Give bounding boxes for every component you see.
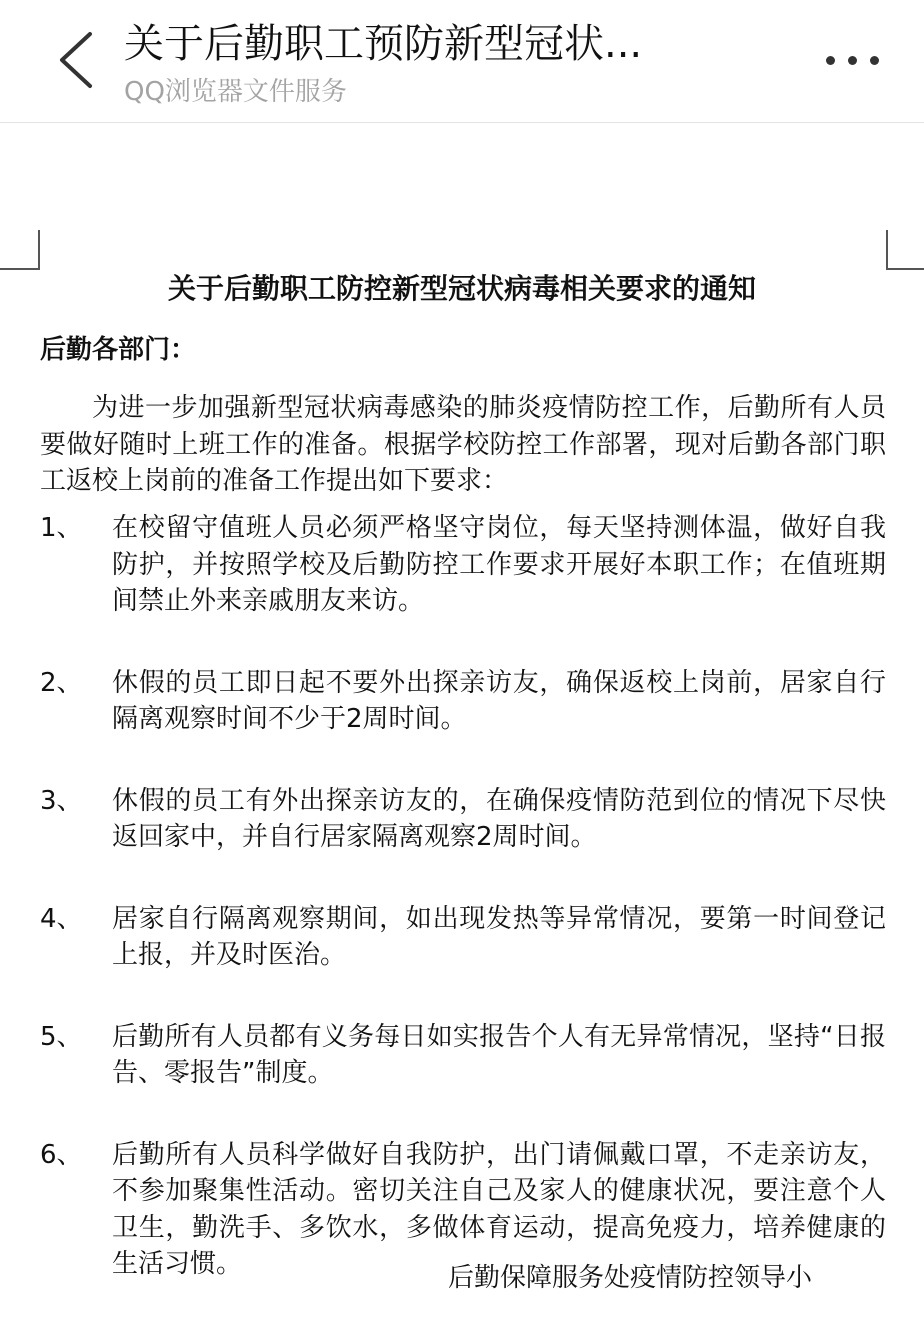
requirement-text: 后勤所有人员科学做好自我防护，出门请佩戴口罩，不走亲访友，不参加聚集性活动。密切关注自己及家人的健康状况，要注意个人卫生，勤洗手、多饮水，多做体育运动，提高免疫力，培养健康的生活习惯。 [112,1139,886,1279]
page-corner-mark-left [0,230,40,270]
requirement-item [40,510,886,620]
back-button[interactable] [48,24,104,96]
document-signature: 后勤保障服务处疫情防控领导小 [448,1263,813,1293]
requirement-number: 5、 [40,1021,83,1052]
requirements-list [40,510,886,1328]
document-salutation: 后勤各部门： [40,335,197,365]
requirement-number: 1、 [40,513,83,543]
requirement-item [40,665,886,738]
more-button[interactable] [818,42,888,78]
page-corner-mark-right [886,230,924,270]
requirement-text: 休假的员工有外出探亲访友的，在确保疫情防范到位的情况下尽快返回家中，并自行居家隔离观察2周时间。 [112,785,886,852]
requirement-text: 在校留守值班人员必须严格坚守岗位，每天坚持测体温，做好自我防护，并按照学校及后勤防控工作要求开展好本职工作；在值班期间禁止外来亲戚朋友来访。 [112,513,886,616]
document-intro: 为进一步加强新型冠状病毒感染的肺炎疫情防控工作，后勤所有人员要做好随时上班工作的准备。根据学校防控工作部署，现对后勤各部门职工返校上岗前的准备工作提出如下要求： [40,393,886,496]
requirement-number: 3、 [40,785,83,816]
requirement-number: 2、 [40,667,83,698]
requirement-number: 6、 [40,1139,83,1170]
chevron-left-icon [48,24,104,96]
requirement-item [40,783,886,856]
requirement-text: 休假的员工即日起不要外出探亲访友，确保返校上岗前，居家自行隔离观察时间不少于2周时间。 [112,667,886,734]
requirement-text: 后勤所有人员都有义务每日如实报告个人有无异常情况，坚持“日报告、零报告”制度。 [112,1021,886,1088]
page-subtitle: QQ浏览器文件服务 [124,77,347,107]
requirement-number: 4、 [40,903,83,934]
requirement-item [40,1019,886,1092]
document-title: 关于后勤职工防控新型冠状病毒相关要求的通知 [167,272,756,305]
top-bar [0,0,924,123]
requirement-text: 居家自行隔离观察期间，如出现发热等异常情况，要第一时间登记上报，并及时医治。 [112,903,886,970]
page-title: 关于后勤职工预防新型冠状... [124,21,643,67]
requirement-item [40,901,886,974]
